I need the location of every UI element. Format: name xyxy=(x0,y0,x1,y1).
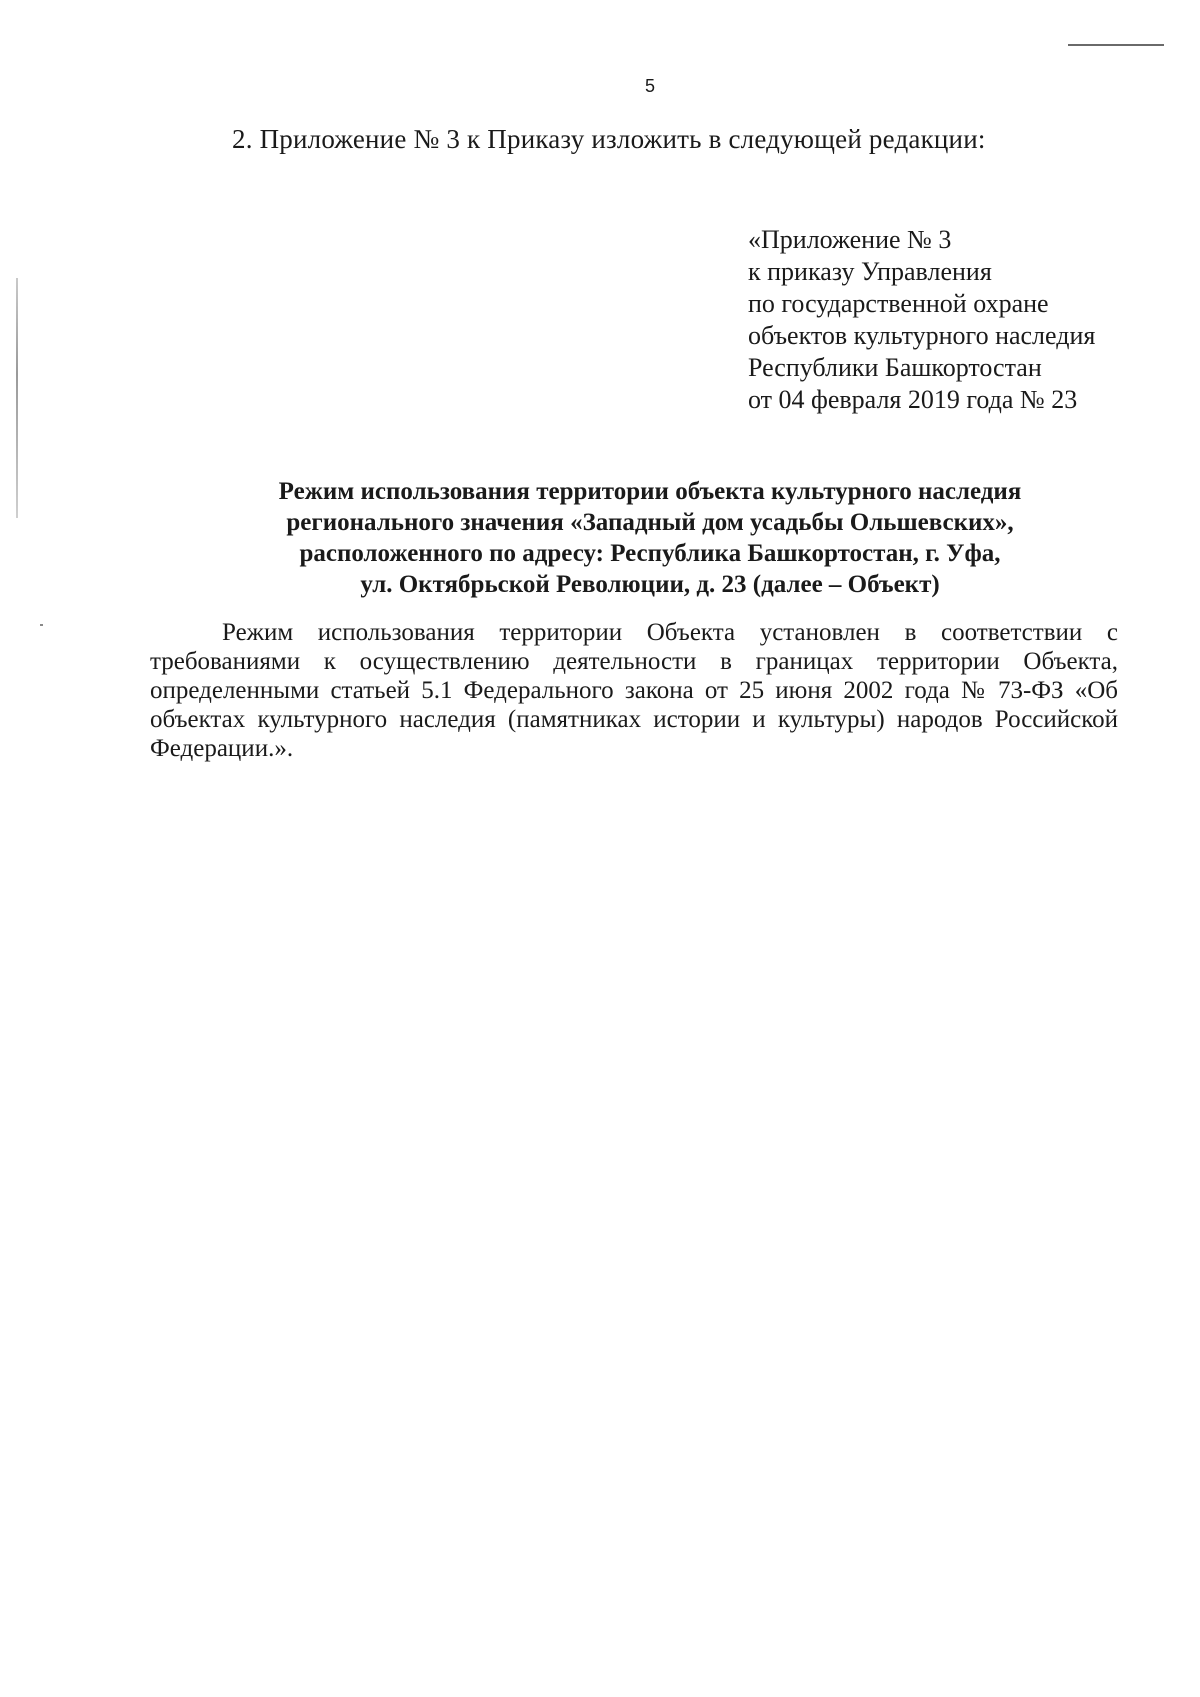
appendix-line: по государственной охране xyxy=(748,289,1049,318)
appendix-line: от 04 февраля 2019 года № 23 xyxy=(748,385,1078,414)
title-line: Режим использования территории объекта культурного наследия xyxy=(278,478,1022,505)
body-paragraph: Режим использования территории Объекта установлен в соответствии с требованиями к осуществлению деятельности в границах территории Объекта, определенными статьей 5.1 Федерального закона от 25 июня 2002 года № 73-ФЗ «Об объектах культурного наследия (памятниках истории и культуры) народов Российской Федерации.». xyxy=(150,619,1118,762)
title-line: ул. Октябрьской Революции, д. 23 (далее – Объект) xyxy=(360,571,940,598)
title-line: регионального значения «Западный дом усадьбы Ольшевских», xyxy=(286,509,1014,536)
appendix-line: Республики Башкортостан xyxy=(748,353,1042,382)
appendix-line: к приказу Управления xyxy=(748,257,992,286)
title-line: расположенного по адресу: Республика Башкортостан, г. Уфа, xyxy=(299,540,1001,567)
appendix-header xyxy=(748,224,1095,416)
document-title xyxy=(150,476,1150,600)
scan-artifact-line xyxy=(1068,44,1164,46)
scan-artifact-dot xyxy=(40,624,43,626)
page-number: 5 xyxy=(644,76,655,96)
amendment-item: 2. Приложение № 3 к Приказу изложить в следующей редакции: xyxy=(232,124,986,154)
scan-artifact-edge xyxy=(16,278,18,518)
appendix-line: «Приложение № 3 xyxy=(748,225,952,254)
appendix-line: объектов культурного наследия xyxy=(748,321,1096,350)
